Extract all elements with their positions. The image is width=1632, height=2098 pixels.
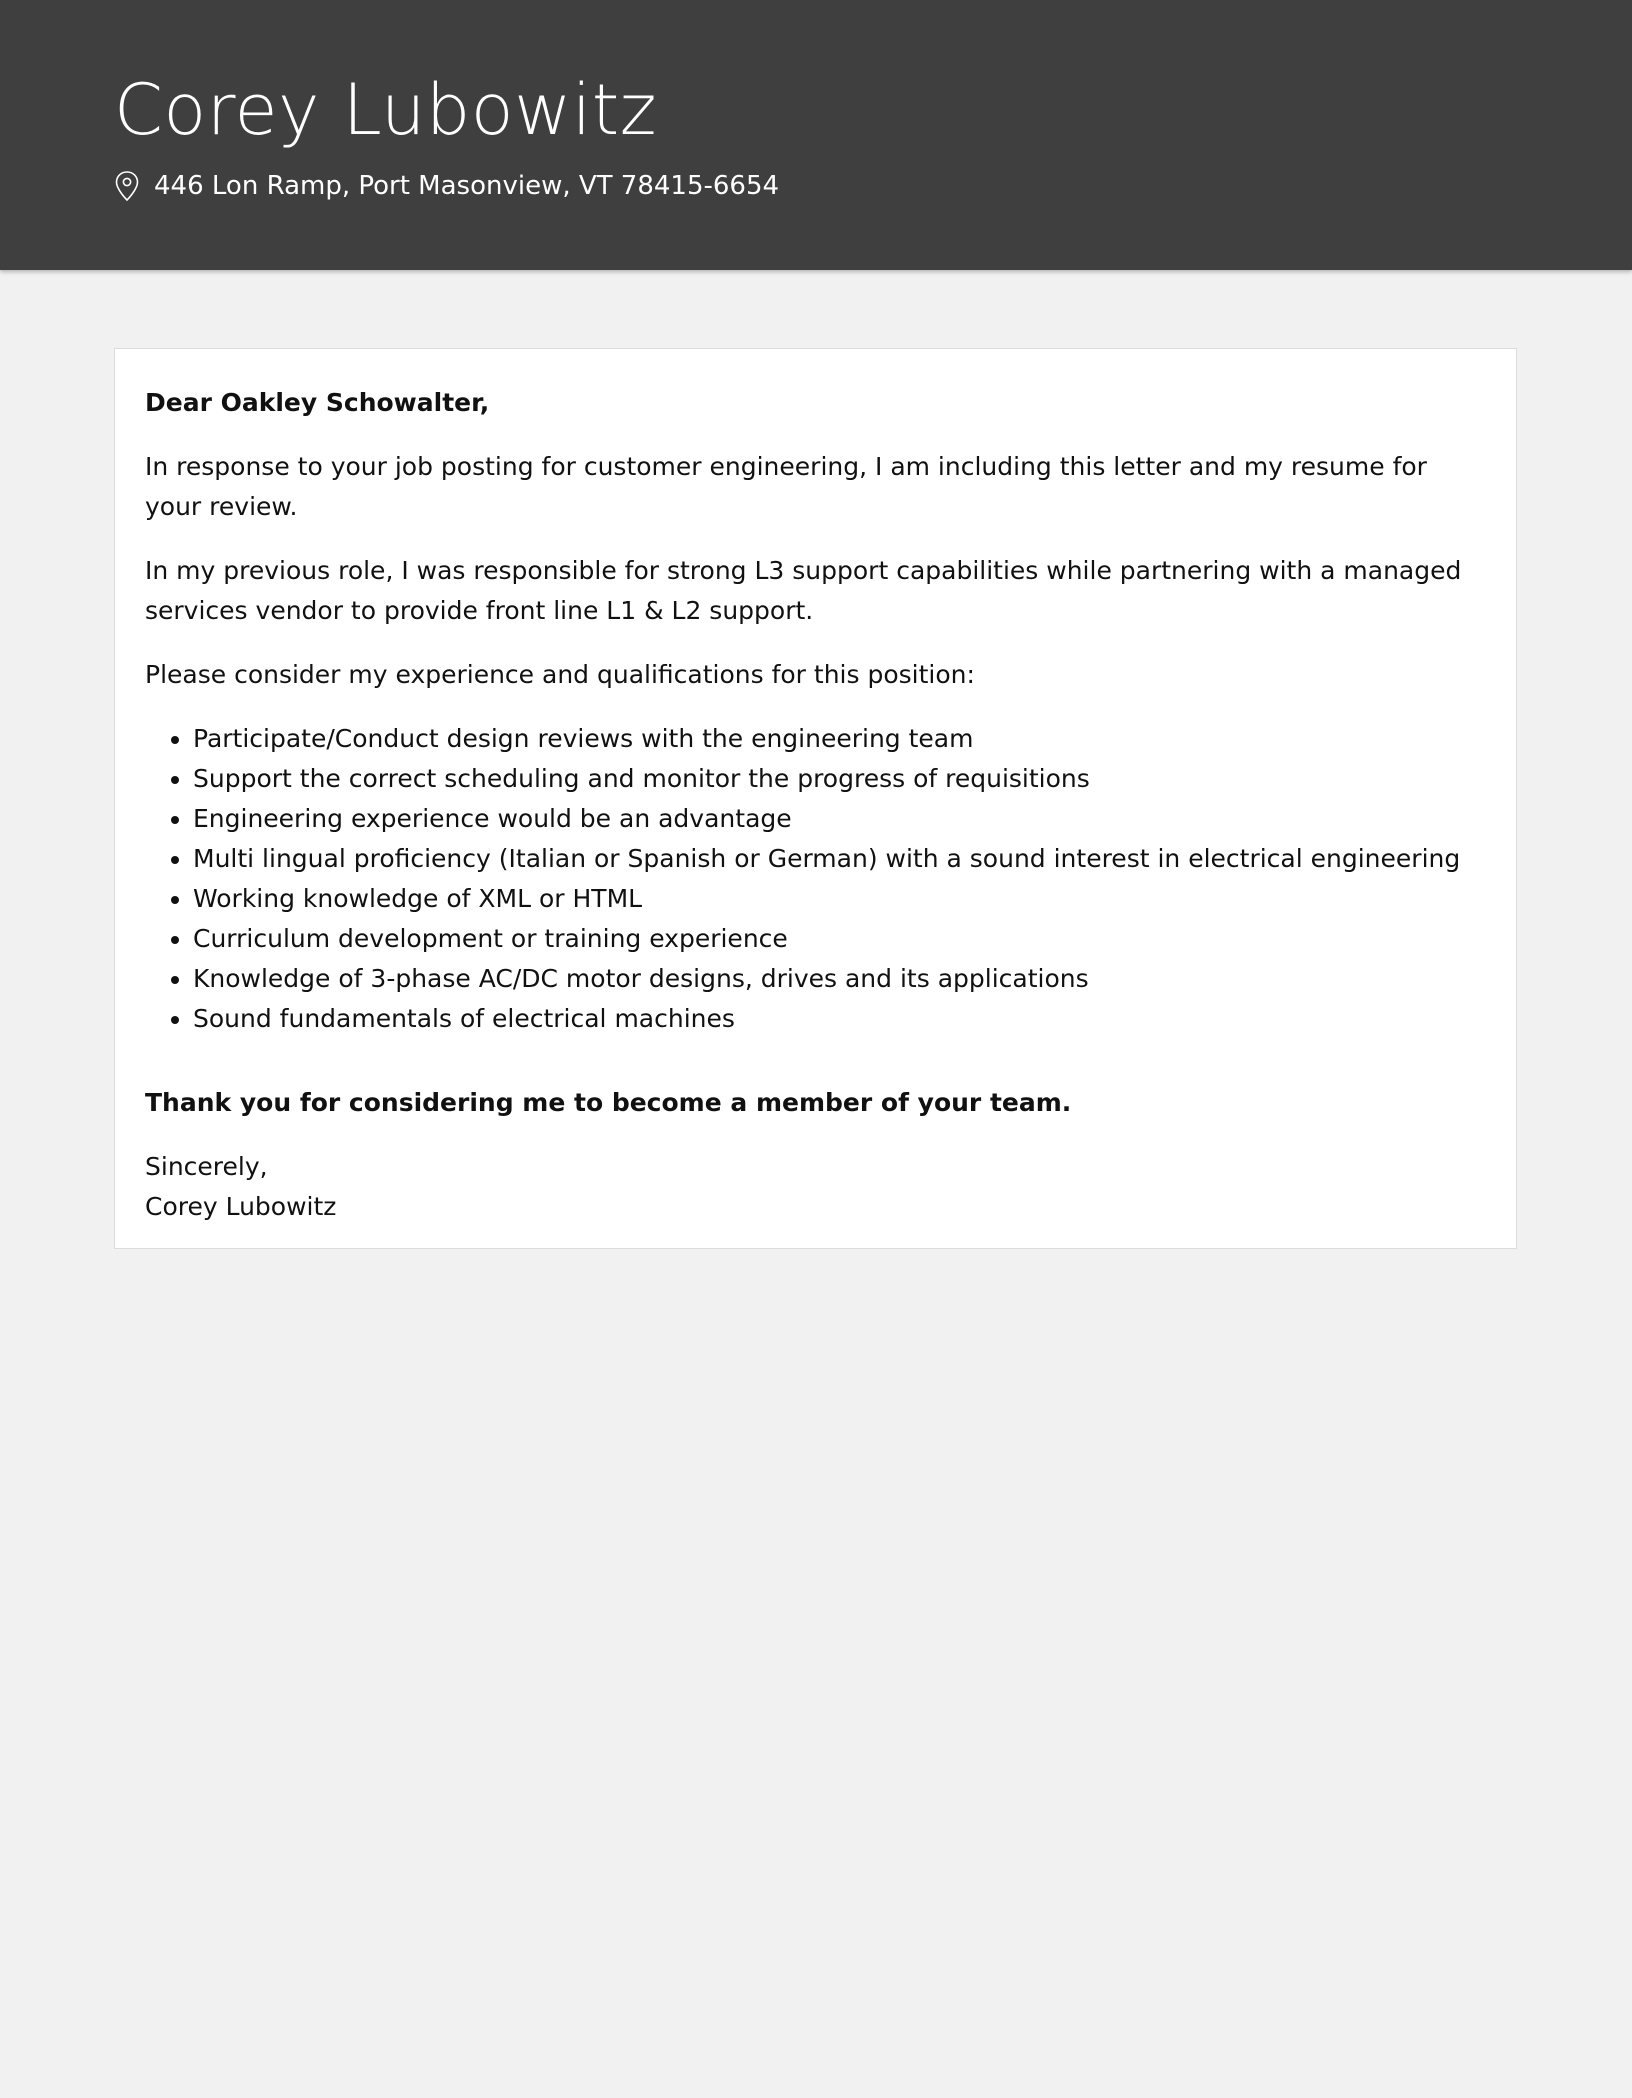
list-item: • Engineering experience would be an advantage	[193, 799, 1486, 839]
letter-closing: Thank you for considering me to become a member of your team.	[145, 1088, 1072, 1117]
applicant-name: Corey Lubowitz	[114, 69, 657, 151]
letter-signature: Corey Lubowitz	[145, 1192, 337, 1221]
letter-previous-role: In my previous role, I was responsible for strong L3 support capabilities while partnering with a managed services vendor to provide front line L1 & L2 support.	[145, 556, 1462, 625]
list-item: • Knowledge of 3-phase AC/DC motor designs, drives and its applications	[193, 959, 1486, 999]
list-item: • Working knowledge of XML or HTML	[193, 879, 1486, 919]
page-header	[0, 0, 1632, 270]
qualifications-list	[145, 719, 1486, 1039]
map-pin-icon	[114, 170, 140, 202]
letter-signoff: Sincerely,	[145, 1152, 268, 1181]
letter-salutation: Dear Oakley Schowalter,	[145, 388, 490, 417]
list-item: • Multi lingual proficiency (Italian or Spanish or German) with a sound interest in electrical engineering	[193, 839, 1486, 879]
cover-letter-card	[114, 348, 1517, 1249]
list-item: • Participate/Conduct design reviews with the engineering team	[193, 719, 1486, 759]
letter-consider: Please consider my experience and qualifications for this position:	[145, 660, 975, 689]
list-item: • Sound fundamentals of electrical machines	[193, 999, 1486, 1039]
list-item: • Curriculum development or training experience	[193, 919, 1486, 959]
letter-intro: In response to your job posting for customer engineering, I am including this letter and my resume for your review.	[145, 452, 1427, 521]
applicant-address: 446 Lon Ramp, Port Masonview, VT 78415-6654	[154, 171, 780, 201]
list-item: • Support the correct scheduling and monitor the progress of requisitions	[193, 759, 1486, 799]
address-row	[114, 166, 779, 206]
